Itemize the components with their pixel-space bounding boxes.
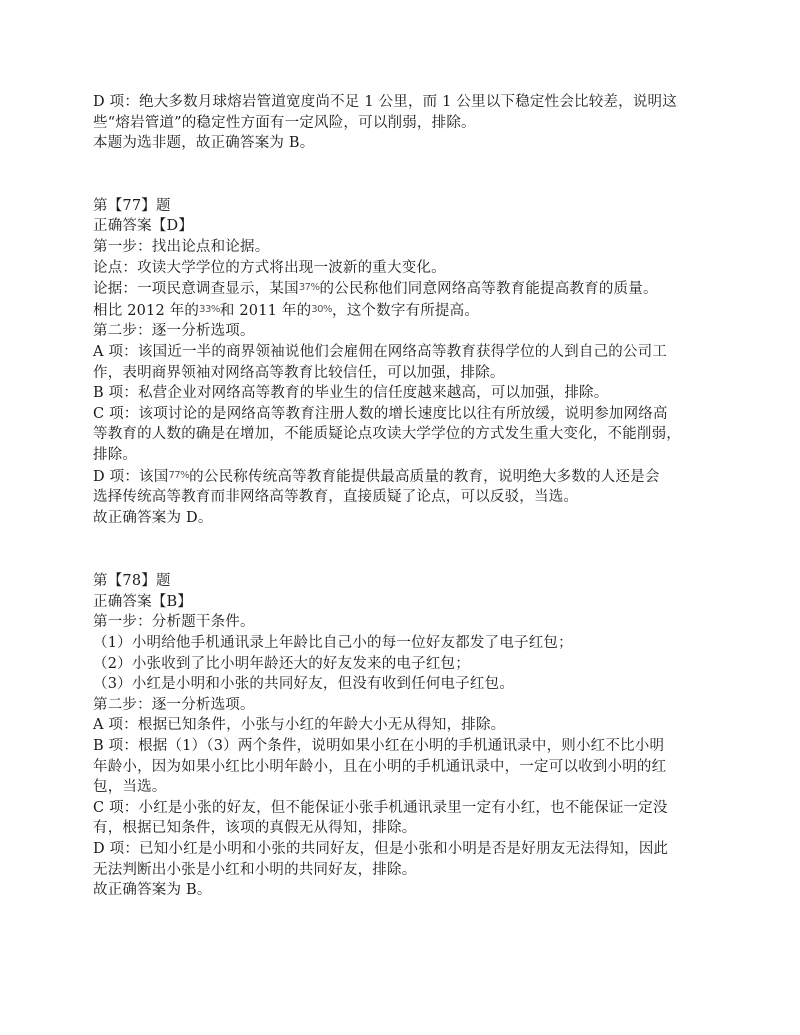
option-d-text: D 项：该国 [93,468,169,485]
option-d-line [93,466,713,488]
step-heading: 第二步：逐一分析选项。 [93,696,255,713]
condition-line: （3）小红是小明和小张的共同好友，但没有收到任何电子红包。 [93,676,515,693]
comparison-line [93,300,713,322]
correct-answer: 正确答案【D】 [93,218,194,235]
option-b-line: B 项：私营企业对网络高等教育的毕业生的信任度越来越高，可以加强，排除。 [93,385,609,402]
option-c-line: 有，根据已知条件，该项的真假无从得知，排除。 [93,820,417,837]
conclusion-line: 故正确答案为 D。 [93,509,213,526]
text-line: 本题为选非题，故正确答案为 B。 [93,135,315,152]
option-c-line: C 项：小红是小张的好友，但不能保证小张手机通讯录里一定有小红，也不能保证一定没 [93,799,668,816]
comparison-text: 相比 2012 年的 [93,302,200,319]
question-77 [93,196,713,529]
question-title: 第【78】题 [93,573,171,590]
step-heading: 第二步：逐一分析选项。 [93,323,255,340]
condition-line: （2）小张收到了比小明年龄还大的好友发来的电子红包； [93,655,470,672]
option-a-line: A 项：该国近一半的商界领袖说他们会雇佣在网络高等教育获得学位的人到自己的公司工 [93,343,668,360]
option-c-line: 等教育的人数的确是在增加，不能质疑论点攻读大学学位的方式发生重大变化，不能削弱， [93,426,681,443]
comparison-text: 和 2011 年的 [219,302,312,319]
option-b-line: 包，当选。 [93,779,167,796]
text-line: 些“熔岩管道”的稳定性方面有一定风险，可以削弱，排除。 [93,114,476,131]
question-78 [93,571,713,901]
claim-line: 论点：攻读大学学位的方式将出现一波新的重大变化。 [93,259,446,276]
option-b-line: B 项：根据（1）（3）两个条件，说明如果小红在小明的手机通讯录中，则小红不比小明 [93,738,665,755]
option-d-line: 选择传统高等教育而非网络高等教育，直接质疑了论点，可以反驳，当选。 [93,489,579,506]
percent-30: 30% [311,303,333,315]
step-heading: 第一步：分析题干条件。 [93,614,255,631]
percent-37: 37% [298,282,320,294]
condition-line: （1）小明给他手机通讯录上年龄比自己小的每一位好友都发了电子红包； [93,635,573,652]
conclusion-line: 故正确答案为 B。 [93,882,212,899]
previous-question-tail [93,92,713,154]
option-a-line: 作，表明商界领袖对网络高等教育比较信任，可以加强，排除。 [93,364,505,381]
document-page [93,92,713,901]
percent-77: 77% [168,469,190,481]
evidence-line [93,278,713,300]
comparison-text: ，这个数字有所提高。 [332,302,480,319]
option-a-line: A 项：根据已知条件，小张与小红的年龄大小无从得知，排除。 [93,717,506,734]
step-heading: 第一步：找出论点和论据。 [93,238,270,255]
option-d-line: D 项：已知小红是小明和小张的共同好友，但是小张和小明是否是好朋友无法得知，因此 [93,841,669,857]
option-d-line: 无法判断出小张是小红和小明的共同好友，排除。 [93,861,417,878]
option-d-text: 的公民称传统高等教育能提供最高质量的教育，说明绝大多数的人还是会 [189,468,660,485]
option-c-line: 排除。 [93,446,138,463]
text-line: D 项：绝大多数月球熔岩管道宽度尚不足 1 公里，而 1 公里以下稳定性会比较差，说明这 [93,94,677,110]
correct-answer: 正确答案【B】 [93,593,193,610]
evidence-text: 论据：一项民意调查显示，某国 [93,281,299,298]
evidence-text: 的公民称他们同意网络高等教育能提高教育的质量。 [319,281,658,298]
option-b-line: 年龄小，因为如果小红比小明年龄小，且在小明的手机通讯录中，一定可以收到小明的红 [93,758,667,775]
question-title: 第【77】题 [93,197,171,214]
option-c-line: C 项：该项讨论的是网络高等教育注册人数的增长速度比以往有所放缓，说明参加网络高 [93,405,668,422]
percent-33: 33% [199,303,220,315]
